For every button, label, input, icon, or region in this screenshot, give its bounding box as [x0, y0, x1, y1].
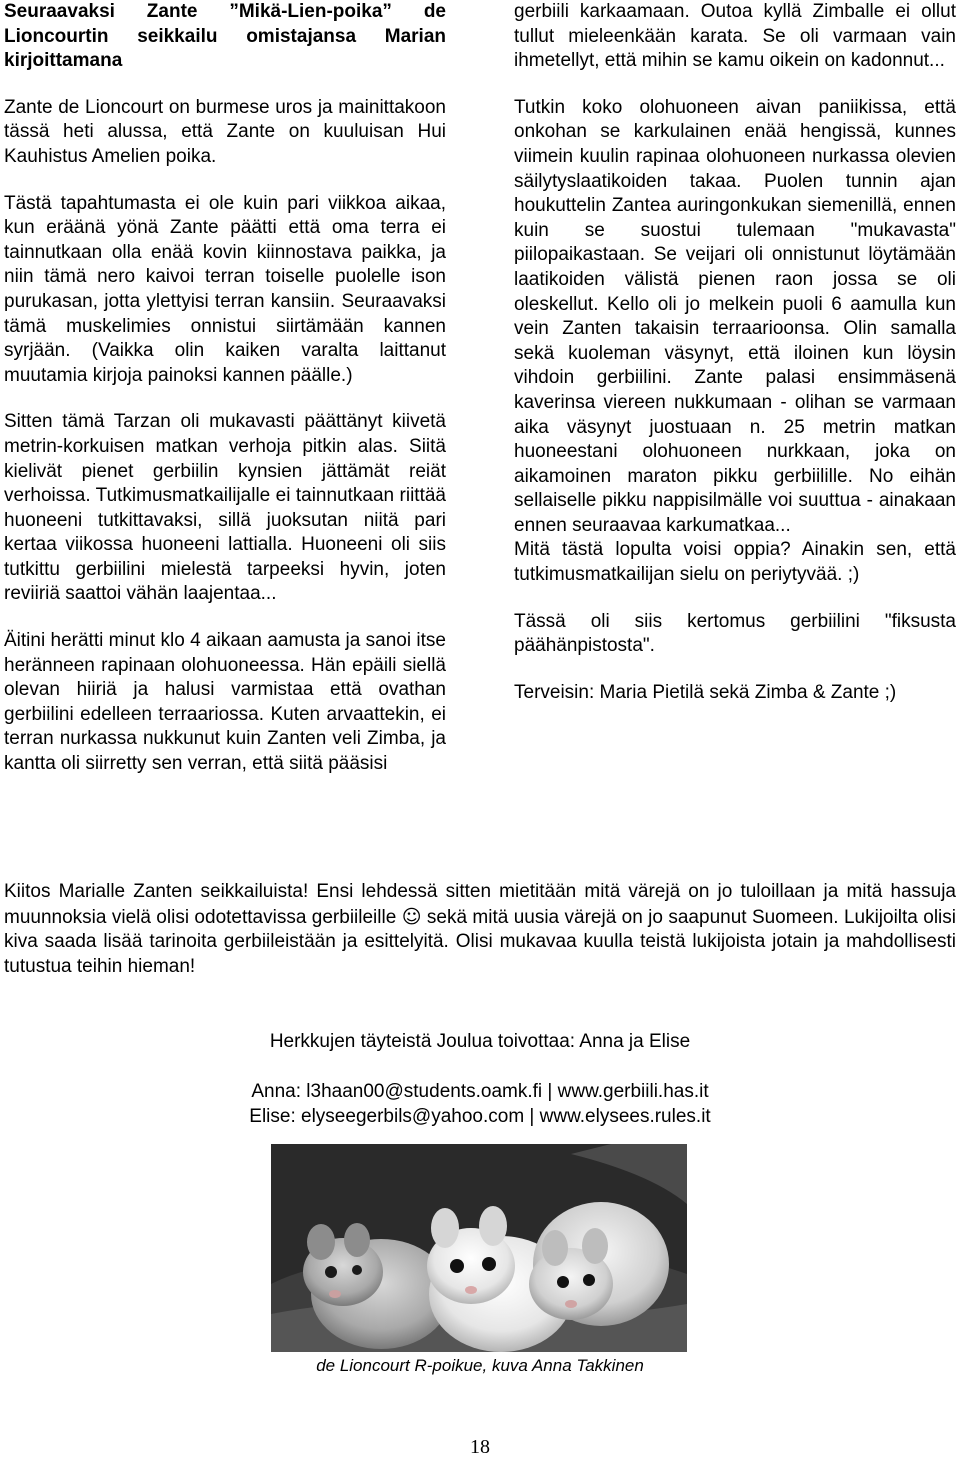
thanks-text-end: sekä mitä uusia värejä on jo saapunut Suomeen. Lukijoilta olisi kiva saada lisää tarinoita gerbiileistään ja esittelyitä. Olisi mukavaa kuulla teistä lukijoista jotain ja mahdollisesti tutustua teihin hieman! — [4, 906, 956, 977]
right-column — [514, 0, 956, 705]
contact-elise: Elise: elyseegerbils@yahoo.com | www.elysees.rules.it — [249, 1105, 711, 1127]
photo-caption: de Lioncourt R-poikue, kuva Anna Takkinen — [316, 1356, 644, 1375]
paragraph: Tässä oli siis kertomus gerbiilini "fiksusta päähänpistosta". — [514, 610, 956, 657]
left-column — [4, 0, 446, 777]
paragraph: Äitini herätti minut klo 4 aikaan aamusta ja sanoi itse heränneen rapinaan olohuoneessa. Hän epäili siellä olevan hiiriä ja halusi varmistaa että ovathan gerbiilini edelleen terraariossa. Kuten arvaattekin, ei terran nurkassa nukkunut kuin Zanten veli Zimba, ja kantta oli siirretty sen verran, että siitä pääsisi — [4, 630, 446, 775]
contact-info — [0, 1080, 960, 1129]
signature-line: Terveisin: Maria Pietilä sekä Zimba & Zante ;) — [514, 681, 897, 703]
gerbil-photo-illustration — [271, 1144, 687, 1352]
paragraph: Zante de Lioncourt on burmese uros ja mainittakoon tässä heti alussa, että Zante on kuuluisan Hui Kauhistus Amelien poika. — [4, 96, 446, 167]
paragraph: Tästä tapahtumasta ei ole kuin pari viikkoa aikaa, kun eräänä yönä Zante päätti että oma terra ei tainnutkaan olla enää kovin kiinnostava paikka, ja niin tämä nero kaivoi terran toiselle puolelle ison purukasan, jotta ylettyisi terran kansiin. Seuraavaksi tämä muskelimies onnistui siirtämään kannen syrjään. (Vaikka olin kaiken varalta laittanut muutamia kirjoja painoksi kannen päälle.) — [4, 192, 446, 386]
article-title: Seuraavaksi Zante ”Mikä-Lien-poika” de Lioncourtin seikkailu omistajansa Marian kirjoittamana — [4, 1, 446, 72]
closing-note — [4, 880, 956, 979]
page-number: 18 — [470, 1436, 490, 1458]
thanks-text-start: Kiitos Marialle Zanten seikkailuista! Ensi lehdessä sitten mietitään mitä värejä on jo tuloillaan ja mitä hassuja muunnoksia vielä olisi odotettavissa gerbiileille — [4, 881, 956, 928]
paragraph: Mitä tästä lopulta voisi oppia? Ainakin sen, että tutkimusmatkailijan sielu on periytyvää. ;) — [514, 539, 956, 586]
greetings-line: Herkkujen täyteistä Joulua toivottaa: Anna ja Elise — [269, 1031, 691, 1052]
gerbil-pups-photo — [271, 1144, 687, 1352]
paragraph: Tutkin koko olohuoneen aivan paniikissa, että onkohan se karkulainen enää hengissä, kunnes viimein kuulin rapinaa olohuoneen nurkassa olevien säilytyslaatikoiden takaa. Puolen tunnin ajan houkuttelin Zantea auringonkukan siemenillä, ennen kuin se suostui tulemaan "mukavasta" piilopaikastaan. Se veijari oli onnistunut löytämään laatikoiden välistä pienen raon jossa se oli oleskellut. Kello oli jo melkein puoli 6 aamulla kun vein Zanten takaisin terraarioonsa. Olin samalla sekä kuoleman väsynyt, että iloinen kun löysin vihdoin gerbiilini. Zante palasi ensimmäsenä kaverinsa viereen nukkumaan - olihan se varmaan aika väsynyt juostuaan n. 25 metrin matkan huoneestani olohuoneen nurkkaan, joka on aikamoinen maraton pikku gerbiilille. No eihän sellaiselle pikku nappisilmälle voi suuttua - ainakaan ennen seuraavaa karkumatkaa... — [514, 96, 956, 536]
paragraph: gerbiili karkaamaan. Outoa kyllä Zimballe ei ollut tullut mieleenkään karata. Se oli varmaan vain ihmetellyt, että mihin se kamu oikein on kadonnut... — [514, 1, 956, 72]
smiley-icon: ☺ — [401, 905, 422, 928]
thanks-paragraph — [4, 880, 956, 979]
paragraph: Sitten tämä Tarzan oli mukavasti päättänyt kiivetä metrin-korkuisen matkan verhoja pitkin alas. Siitä kielivät pienet gerbiilin kynsien jättämät reiät verhoissa. Tutkimusmatkailijalle ei tainnutkaan riittää huoneeni tutkittavaksi, sillä juoksutan niitä pari kertaa viikossa huoneeni lattialla. Huoneeni oli siis tutkittu gerbiilini mielestä tarpeeksi hyvin, joten reviiriä saattoi vähän laajentaa... — [4, 411, 446, 605]
contact-anna: Anna: l3haan00@students.oamk.fi | www.gerbiili.has.it — [251, 1081, 709, 1102]
